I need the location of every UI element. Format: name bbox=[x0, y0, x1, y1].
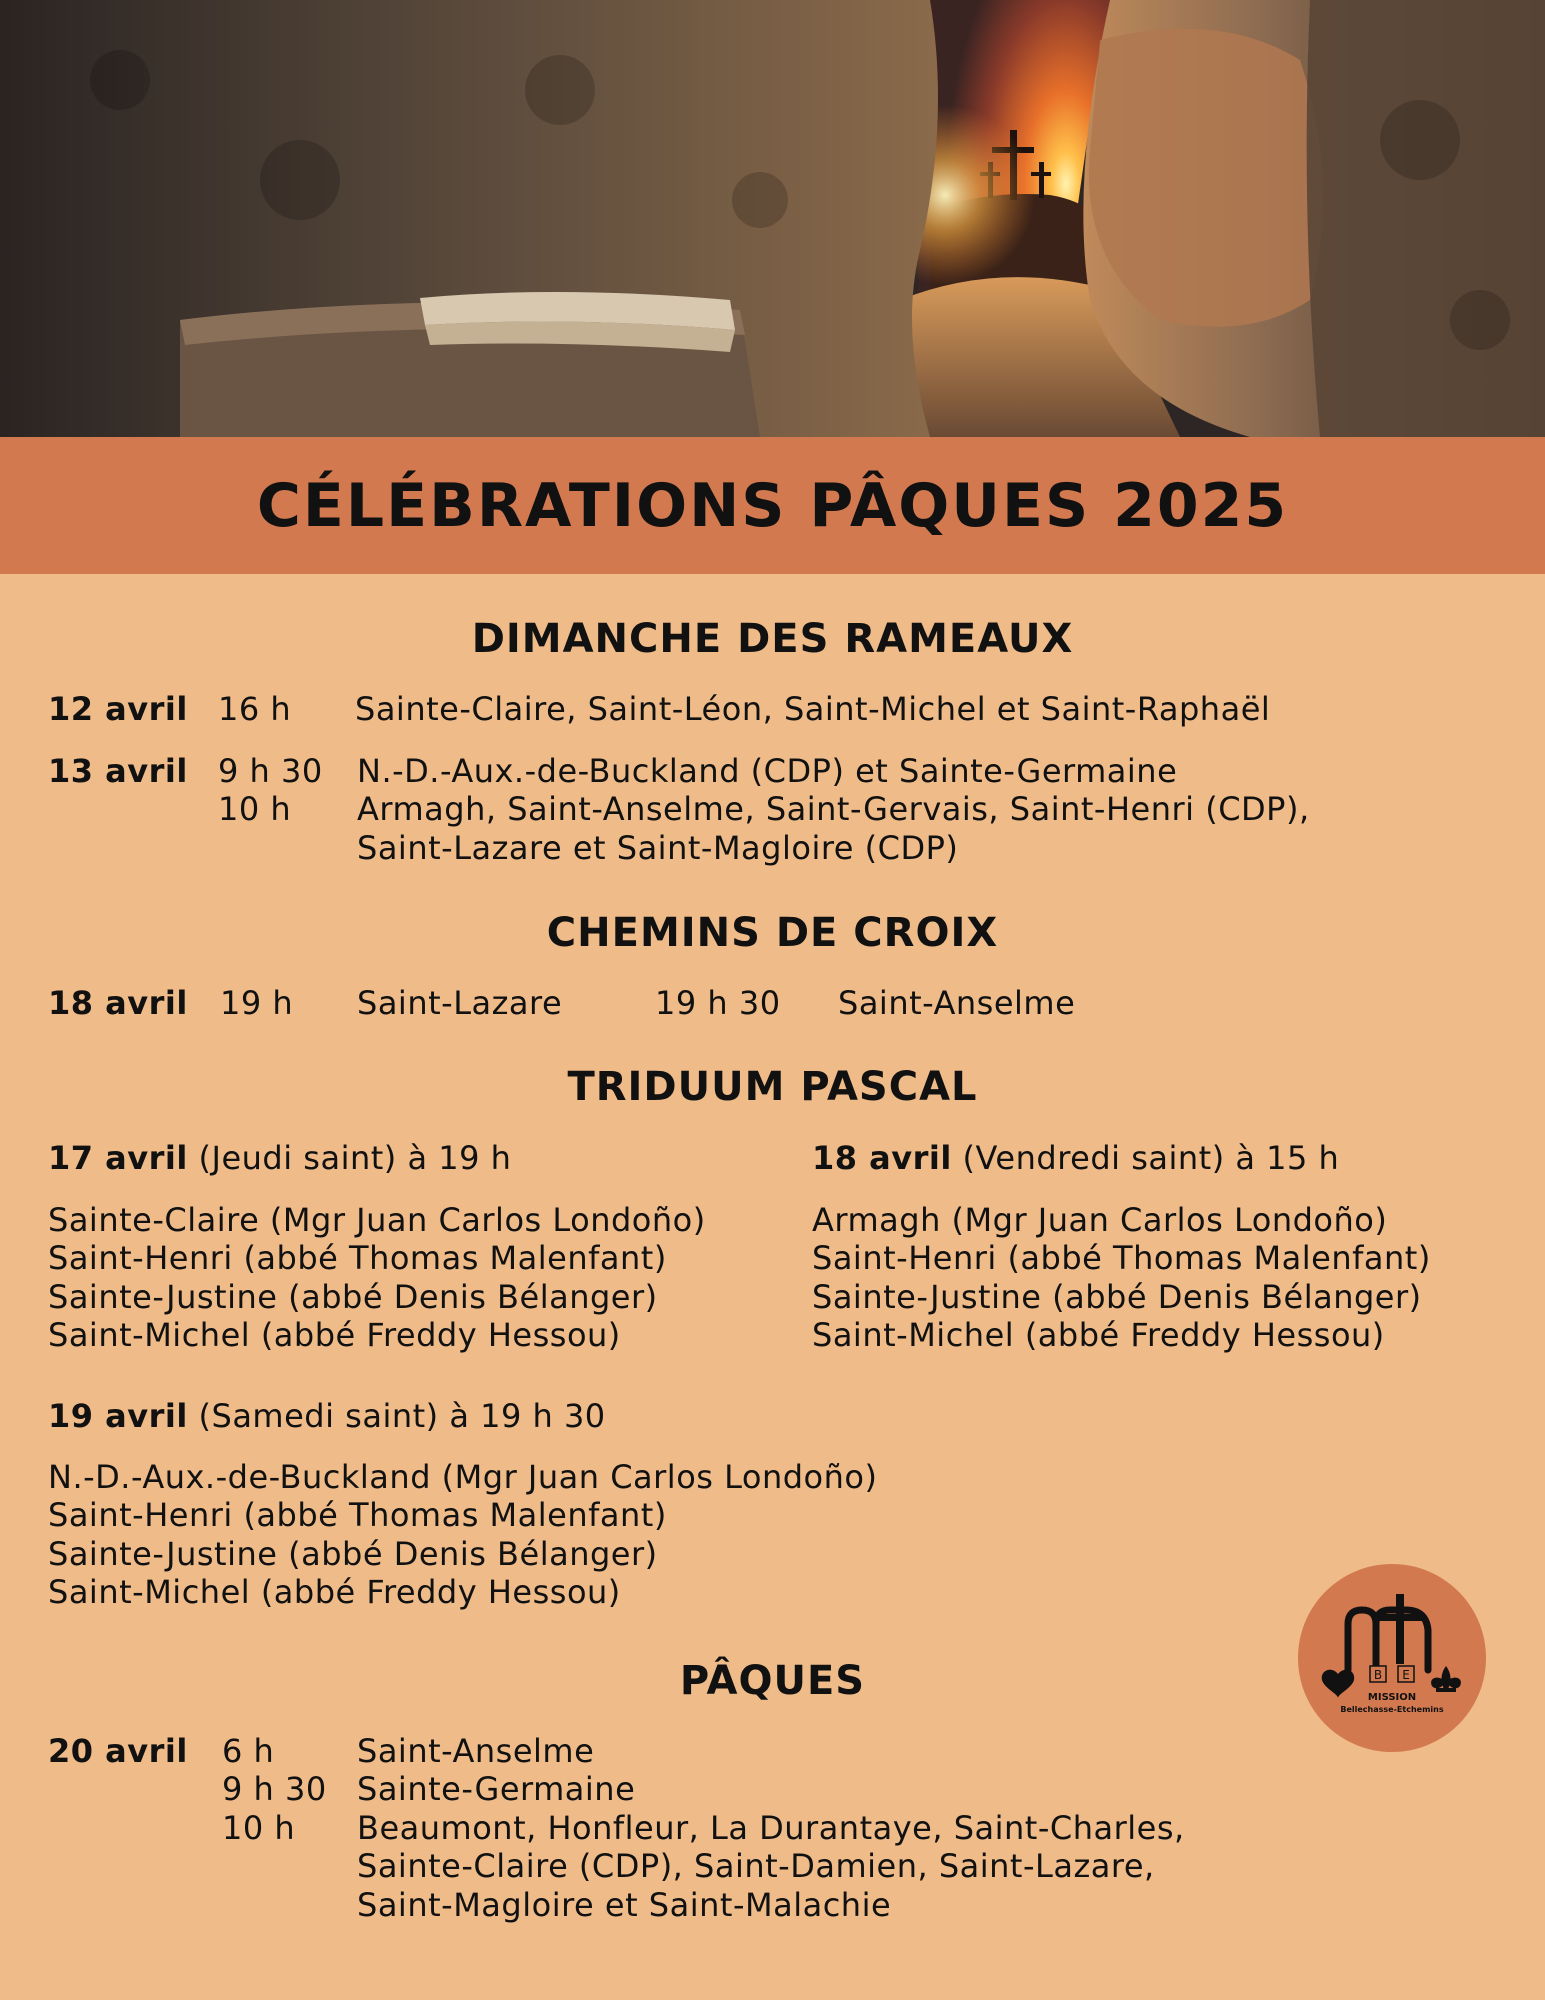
hero-image bbox=[0, 0, 1545, 437]
section-title-croix: CHEMINS DE CROIX bbox=[546, 910, 999, 956]
triduum-heading-vendredi bbox=[812, 1139, 1339, 1177]
places-text: Saint-Lazare bbox=[357, 984, 563, 1022]
date-label: 18 avril bbox=[812, 1139, 952, 1177]
list-item: Saint-Michel (abbé Freddy Hessou) bbox=[48, 1316, 621, 1354]
time-label: 10 h bbox=[218, 790, 292, 828]
places-text: Saint-Anselme bbox=[357, 1732, 595, 1770]
time-label: 9 h 30 bbox=[218, 752, 323, 790]
date-label: 18 avril bbox=[48, 984, 188, 1022]
list-item: Armagh (Mgr Juan Carlos Londoño) bbox=[812, 1201, 1388, 1239]
list-item: Saint-Michel (abbé Freddy Hessou) bbox=[812, 1316, 1385, 1354]
places-text: Sainte-Claire (CDP), Saint-Damien, Saint-Lazare, bbox=[357, 1847, 1155, 1885]
list-item: Sainte-Justine (abbé Denis Bélanger) bbox=[48, 1535, 658, 1573]
date-label: 13 avril bbox=[48, 752, 188, 790]
places-text: Sainte-Germaine bbox=[357, 1770, 636, 1808]
day-description: (Samedi saint) à 19 h 30 bbox=[198, 1397, 606, 1435]
logo-text-mission: MISSION bbox=[1367, 1692, 1417, 1703]
time-label: 6 h bbox=[222, 1732, 275, 1770]
day-description: (Vendredi saint) à 15 h bbox=[962, 1139, 1340, 1177]
list-item: Saint-Henri (abbé Thomas Malenfant) bbox=[812, 1239, 1431, 1277]
date-label: 12 avril bbox=[48, 690, 188, 728]
time-label: 10 h bbox=[222, 1809, 296, 1847]
triduum-heading-jeudi bbox=[48, 1139, 511, 1177]
section-title-triduum: TRIDUUM PASCAL bbox=[567, 1064, 978, 1110]
list-item: Sainte-Justine (abbé Denis Bélanger) bbox=[48, 1278, 658, 1316]
list-item: Saint-Henri (abbé Thomas Malenfant) bbox=[48, 1239, 667, 1277]
date-label: 17 avril bbox=[48, 1139, 188, 1177]
places-text: Saint-Anselme bbox=[838, 984, 1076, 1022]
time-label: 16 h bbox=[218, 690, 292, 728]
places-text: Saint-Magloire et Saint-Malachie bbox=[357, 1886, 892, 1924]
date-label: 20 avril bbox=[48, 1732, 188, 1770]
schedule-content bbox=[0, 574, 1545, 2000]
triduum-heading-samedi bbox=[48, 1397, 606, 1435]
section-title-rameaux: DIMANCHE DES RAMEAUX bbox=[471, 616, 1074, 662]
day-description: (Jeudi saint) à 19 h bbox=[198, 1139, 512, 1177]
logo-letter-b: B bbox=[1373, 1668, 1383, 1682]
list-item: N.-D.-Aux.-de-Buckland (Mgr Juan Carlos Londoño) bbox=[48, 1458, 878, 1496]
title-banner bbox=[0, 437, 1545, 574]
time-label: 19 h 30 bbox=[655, 984, 781, 1022]
places-text: N.-D.-Aux.-de-Buckland (CDP) et Sainte-Germaine bbox=[357, 752, 1178, 790]
list-item: Saint-Michel (abbé Freddy Hessou) bbox=[48, 1573, 621, 1611]
list-item: Sainte-Justine (abbé Denis Bélanger) bbox=[812, 1278, 1422, 1316]
places-text: Sainte-Claire, Saint-Léon, Saint-Michel et Saint-Raphaël bbox=[355, 690, 1271, 728]
places-text: Saint-Lazare et Saint-Magloire (CDP) bbox=[357, 829, 959, 867]
places-text: Beaumont, Honfleur, La Durantaye, Saint-Charles, bbox=[357, 1809, 1185, 1847]
time-label: 9 h 30 bbox=[222, 1770, 327, 1808]
list-item: Sainte-Claire (Mgr Juan Carlos Londoño) bbox=[48, 1201, 706, 1239]
logo-text-region: Bellechasse-Etchemins bbox=[1340, 1705, 1444, 1714]
empty-tomb-illustration bbox=[0, 0, 1545, 437]
section-title-paques: PÂQUES bbox=[679, 1658, 866, 1704]
logo-letter-e: E bbox=[1402, 1668, 1410, 1682]
mission-logo bbox=[1296, 1562, 1488, 1754]
page-title: CÉLÉBRATIONS PÂQUES 2025 bbox=[256, 470, 1289, 541]
places-text: Armagh, Saint-Anselme, Saint-Gervais, Saint-Henri (CDP), bbox=[357, 790, 1310, 828]
time-label: 19 h bbox=[220, 984, 294, 1022]
date-label: 19 avril bbox=[48, 1397, 188, 1435]
list-item: Saint-Henri (abbé Thomas Malenfant) bbox=[48, 1496, 667, 1534]
